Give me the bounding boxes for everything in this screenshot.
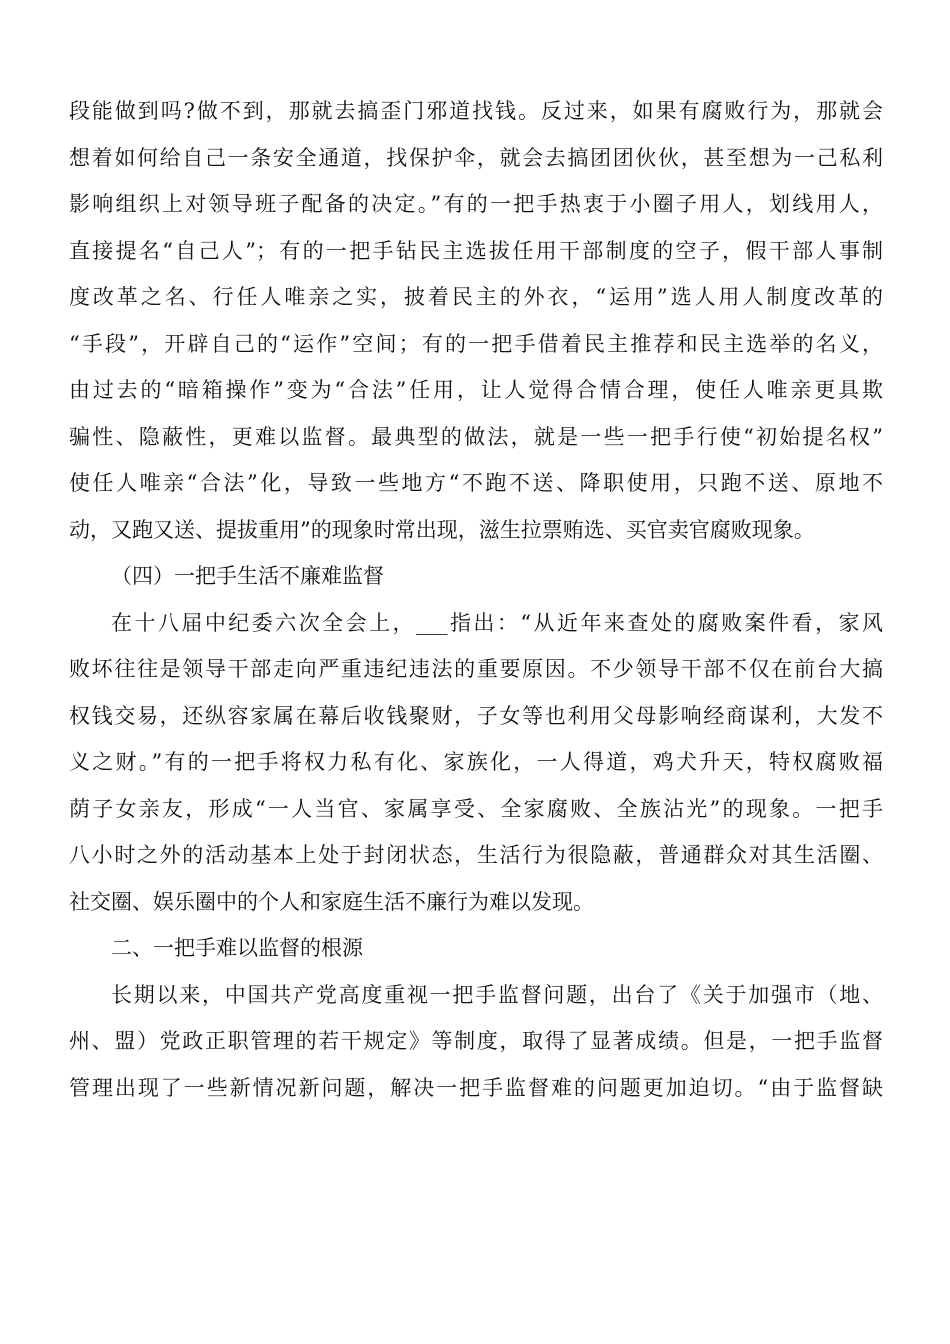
text-line: 在十八届中纪委六次全会上，___指出：“从近年来查处的腐败案件看，家风 <box>111 610 883 635</box>
text-line: 度改革之名、行任人唯亲之实，披着民主的外衣，“运用”选人用人制度改革的 <box>69 285 883 309</box>
text-line: 社交圈、娱乐圈中的个人和家庭生活不廉行为难以发现。 <box>69 889 594 914</box>
text-line: 败坏往往是领导干部走向严重违纪违法的重要原因。不少领导干部不仅在前台大搞 <box>69 657 883 681</box>
text-line: 长期以来，中国共产党高度重视一把手监督问题，出台了《关于加强市（地、 <box>111 982 883 1007</box>
text-line: “手段”，开辟自己的“运作”空间；有的一把手借着民主推荐和民主选举的名义， <box>69 331 883 356</box>
text-line: 段能做到吗?做不到，那就去搞歪门邪道找钱。反过来，如果有腐败行为，那就会 <box>69 99 883 123</box>
text-line: 义之财。”有的一把手将权力私有化、家族化，一人得道，鸡犬升天，特权腐败福 <box>69 750 883 774</box>
text-line: 使任人唯亲“合法”化，导致一些地方“不跑不送、降职使用，只跑不送、原地不 <box>69 471 883 495</box>
text-line: 由过去的“暗箱操作”变为“合法”任用，让人觉得合情合理，使任人唯亲更具欺 <box>69 378 883 402</box>
text-line: 管理出现了一些新情况新问题，解决一把手监督难的问题更加迫切。“由于监督缺 <box>69 1075 883 1100</box>
section-heading-4: （四）一把手生活不廉难监督 <box>111 564 384 588</box>
text-line: 八小时之外的活动基本上处于封闭状态，生活行为很隐蔽，普通群众对其生活圈、 <box>69 843 883 867</box>
text-line: 权钱交易，还纵容家属在幕后收钱聚财，子女等也利用父母影响经商谋利，大发不 <box>69 703 883 728</box>
text-line: 想着如何给自己一条安全通道，找保护伞，就会去搞团团伙伙，甚至想为一己私利 <box>69 145 883 170</box>
document-body <box>69 88 883 1111</box>
text-line: 动，又跑又送、提拔重用”的现象时常出现，滋生拉票贿选、买官卖官腐败现象。 <box>69 517 815 542</box>
section-heading-2: 二、一把手难以监督的根源 <box>111 936 363 960</box>
text-line: 影响组织上对领导班子配备的决定。”有的一把手热衷于小圈子用人，划线用人， <box>69 192 883 216</box>
text-line: 荫子女亲友，形成“一人当官、家属享受、全家腐败、全族沾光”的现象。一把手 <box>69 796 883 821</box>
text-line: 骗性、隐蔽性，更难以监督。最典型的做法，就是一些一把手行使“初始提名权” <box>69 424 883 449</box>
text-line: 直接提名“自己人”；有的一把手钻民主选拔任用干部制度的空子，假干部人事制 <box>69 238 883 263</box>
text-line: 州、盟）党政正职管理的若干规定》等制度，取得了显著成绩。但是，一把手监督 <box>69 1029 883 1053</box>
